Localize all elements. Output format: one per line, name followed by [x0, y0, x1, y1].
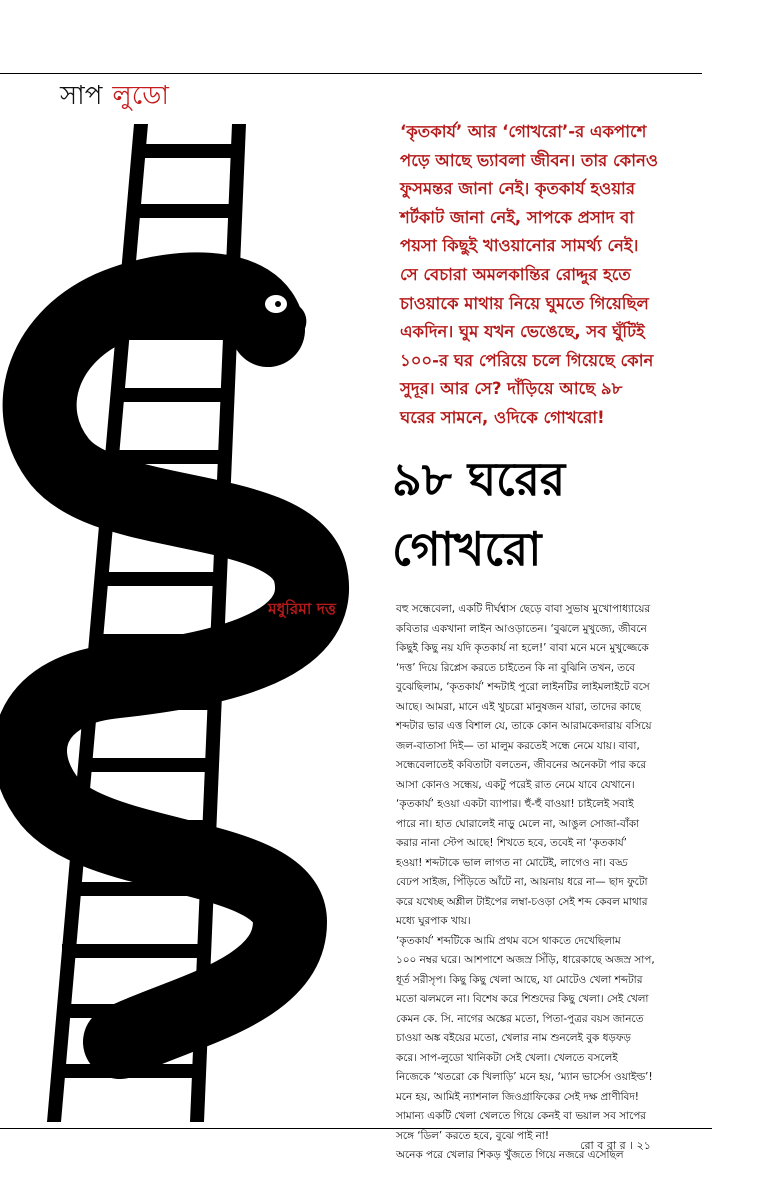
- section-title: [60, 80, 169, 112]
- body-line: অনেক পরে খেলার শিকড় খুঁজতে গিয়ে নজরে এসেছিল: [396, 1149, 624, 1162]
- body-line: হওয়া! শব্দটাকে ভাল লাগত না মোটেই, লাগেও না। বড্ড: [396, 856, 628, 869]
- headline-line-2: গোখরো: [392, 522, 542, 576]
- article-headline: [392, 444, 712, 584]
- intro-line: ফুসমন্তর জানা নেই। কৃতকার্য হওয়ার: [400, 179, 635, 199]
- body-line: মনে হয়, আমিই ন্যাশনাল জিওগ্রাফিকের সেই দক্ষ প্রাণীবিদ!: [396, 1090, 639, 1103]
- body-line: করে যখেচ্ছ অশ্লীল টাইপের লম্বা-চওড়া সেই শব্দ কেবল মাথার: [396, 895, 648, 908]
- intro-line: সে বেচারা অমলকান্তির রোদ্দুর হতে: [400, 264, 631, 284]
- intro-blurb: [400, 118, 710, 433]
- body-line: জল-বাতাসা দিই— তা মালুম করতেই সন্ধে নেমে যায়। বাবা,: [396, 739, 640, 752]
- body-line: আছে। আমরা, মানে এই খুচরো মানুষজন যারা, তাদের কাছে: [396, 700, 641, 713]
- body-line: বুঝেছিলাম, ‘কৃতকার্য’ শব্দটাই পুরো লাইনটির লাইমলাইটে বসে: [396, 681, 650, 694]
- body-line: ধূর্ত সরীসৃপ। কিছু কিছু খেলা আছে, যা মোটেও খেলা শব্দটার: [396, 973, 643, 986]
- body-line: চাওয়া অঙ্ক বইয়ের মতো, খেলার নাম শুনলেই বুক ধড়ফড়: [396, 1032, 631, 1045]
- body-line: কবিতার একখানা লাইন আওড়াতেন। ‘বুঝলে মুখুজ্যে, জীবনে: [396, 622, 647, 635]
- section-word-1: সাপ: [60, 81, 103, 111]
- body-line: শব্দটার ভার এত্ত বিশাল যে, তাকে কোন আরামকেদারায় বসিয়ে: [396, 720, 652, 733]
- intro-line: শর্টকাট জানা নেই, সাপকে প্রসাদ বা: [400, 207, 635, 227]
- body-line: কিছুই কিছু নয় যদি কৃতকার্য না হলে!’ বাবা মনে মনে মুখুজ্জেকে: [396, 642, 649, 655]
- body-line: ‘কৃতকার্য’ হওয়া একটা ব্যাপার। হুঁ-হুঁ বাওয়া! চাইলেই সবাই: [396, 798, 634, 811]
- body-line: বেঢপ সাইজ, পিঁড়িতে আঁটে না, আয়নায় ধরে না— ছাদ ফুটো: [396, 876, 648, 889]
- section-word-2: লুডো: [112, 81, 169, 111]
- article-body: [396, 600, 712, 1166]
- intro-line: ঘরের সামনে, ওদিকে গোখরো!: [400, 407, 605, 427]
- body-line: ‘কৃতকার্য’ শব্দটিকে আমি প্রথম বসে থাকতে দেখেছিলাম: [396, 934, 621, 947]
- body-line: করার নানা স্টেপ আছে! শিখতে হবে, তবেই না ‘কৃতকার্য’: [396, 837, 627, 850]
- intro-line: সুদূর। আর সে? দাঁড়িয়ে আছে ৯৮: [400, 379, 623, 399]
- body-line: করে। সাপ-লুডো খানিকটা সেই খেলা। খেলতে বসলেই: [396, 1051, 618, 1064]
- top-rule: [0, 73, 702, 74]
- intro-line: চাওয়াকে মাথায় নিয়ে ঘুমতে গিয়েছিল: [400, 293, 649, 313]
- headline-line-1: ৯৮ ঘরের: [392, 452, 566, 506]
- intro-line: ‘কৃতকার্য’ আর ‘গোখরো’-র একপাশে: [400, 122, 647, 141]
- body-line: ১০০ নম্বর ঘরে। আশপাশে অজস্র সিঁড়ি, ধারেকাছে অজস্র সাপ,: [396, 954, 655, 967]
- body-line: সঙ্গে ‘ডিল’ করতে হবে, বুঝে পাই না!: [396, 1129, 550, 1142]
- body-line: সামান্য একটি খেলা খেলতে গিয়ে কেনই বা ভয়াল সব সাপের: [396, 1110, 647, 1123]
- body-line: নিজেকে ‘খতরো কে খিলাড়ি’ মনে হয়, ‘ম্যান ভার্সেস ওয়াইল্ড’!: [396, 1071, 653, 1084]
- intro-line: একদিন। ঘুম যখন ভেঙেছে, সব ঘুঁটিই: [400, 322, 645, 342]
- body-line: আসা কোনও সন্ধেয়, একটু পরেই রাত নেমে যাবে যেখানে।: [396, 778, 635, 791]
- intro-line: ১০০-র ঘর পেরিয়ে চলে গিয়েছে কোন: [400, 350, 654, 370]
- body-line: কেমন কে. সি. নাগের অঙ্কের মতো, পিতা-পুত্রর বয়স জানতে: [396, 1012, 644, 1025]
- author-byline: মধুরিমা দত্ত: [268, 600, 336, 618]
- body-line: বহু সন্ধেবেলা, একটি দীর্ঘশ্বাস ছেড়ে বাবা সুভাষ মুখোপাধ্যায়ের: [396, 603, 651, 615]
- bottom-rule: [0, 1128, 712, 1129]
- body-line: ‘দত্ত’ দিয়ে রিপ্লেস করতে চাইতেন কি না বুঝিনি তখন, তবে: [396, 661, 636, 674]
- body-line: সন্ধেবেলাতেই কবিতাটা বলতেন, জীবনের অনেকটা পার করে: [396, 759, 647, 772]
- body-line: পারে না। হাত ঘোরালেই নাড়ু মেলে না, আঙুল সোজা-বাঁকা: [396, 817, 640, 830]
- page-footer: রো ব বা র । ২১: [580, 1139, 651, 1152]
- body-line: মতো ঝলমলে না। বিশেষ করে শিশুদের কিছু খেলা। সেই খেলা: [396, 993, 649, 1006]
- intro-line: পয়সা কিছুই খাওয়ানোর সামর্থ্য নেই।: [400, 236, 639, 256]
- body-line: মধ্যে ঘুরপাক খায়।: [396, 915, 471, 928]
- intro-line: পড়ে আছে ভ্যাবলা জীবন। তার কোনও: [400, 150, 659, 170]
